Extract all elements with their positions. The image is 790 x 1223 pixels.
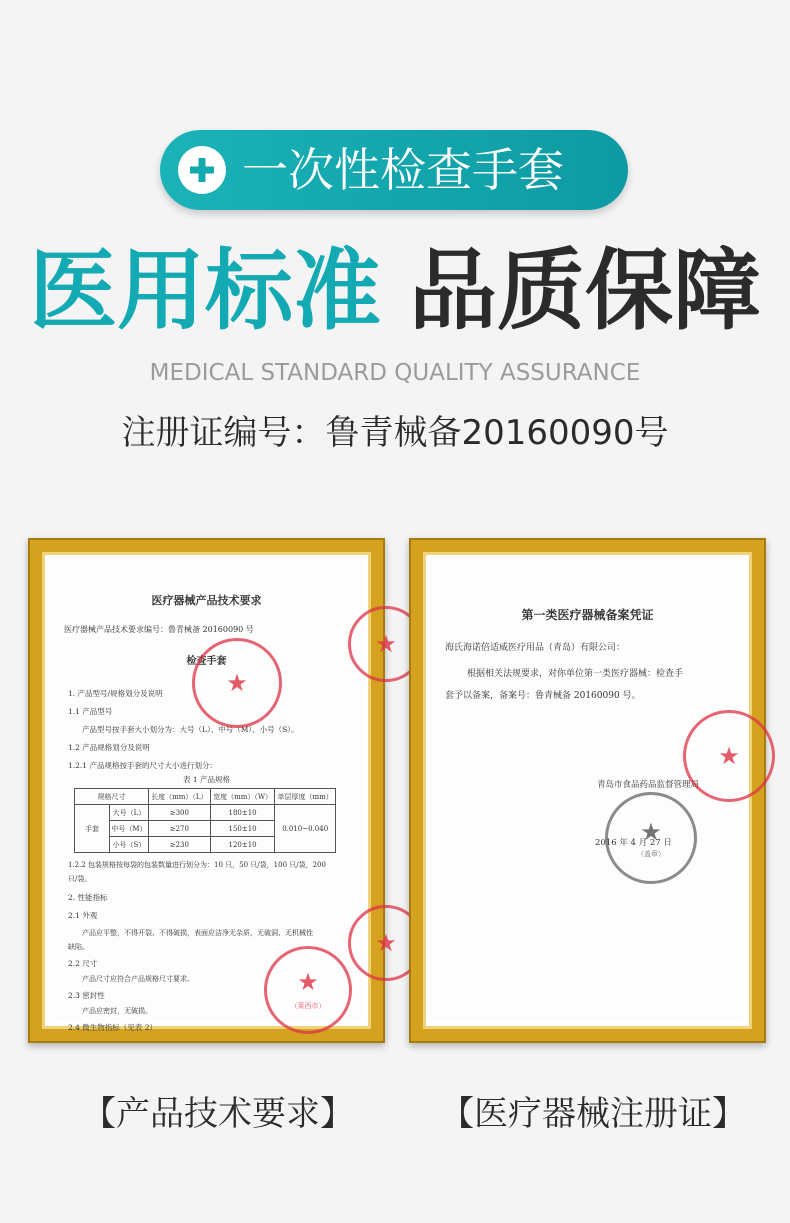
registration-certificate-document — [431, 560, 744, 1021]
table-group-cell: 手套 — [75, 805, 110, 853]
table-cell: 大号（L） — [110, 805, 149, 821]
doc1-line: 只/袋。 — [68, 875, 92, 883]
doc1-line: 产品型号按手套大小划分为：大号（L）、中号（M）、小号（S）。 — [82, 725, 299, 734]
table-thickness-cell: 0.010~0.040 — [275, 805, 336, 853]
table-header: 规格尺寸 — [75, 789, 149, 805]
doc2-issuer: 青岛市食品药品监督管理局 — [597, 780, 700, 790]
doc2-date: 2016 年 4 月 27 日 — [595, 838, 672, 848]
seal-text: （盖章） — [637, 850, 665, 858]
doc2-body-line: 根据相关法规要求，对你单位第一类医疗器械：检查手 — [467, 669, 684, 679]
doc1-line: 产品应密封，无破损。 — [82, 1007, 152, 1015]
doc1-line: 1.2 产品规格划分及说明 — [68, 743, 150, 752]
doc1-line: 2.1 外观 — [68, 911, 98, 920]
product-name: 一次性检查手套 — [242, 143, 564, 197]
table-header: 单层厚度（mm） — [275, 789, 336, 805]
headline-quality-assurance: 品质保障 — [409, 239, 762, 342]
star-icon: ★ — [375, 929, 397, 957]
table-cell: 小号（S） — [110, 837, 149, 853]
doc1-number-line: 医疗器械产品技术要求编号：鲁青械备 20160090 号 — [64, 625, 254, 634]
english-subtitle: MEDICAL STANDARD QUALITY ASSURANCE — [149, 360, 641, 386]
seal-text: （莱西市） — [290, 1002, 326, 1010]
caption-technical-requirements: 【产品技术要求】 — [82, 1094, 354, 1134]
registration-certificate-frame — [409, 538, 766, 1043]
headline — [0, 236, 790, 346]
star-icon: ★ — [375, 630, 397, 658]
doc1-product: 检查手套 — [186, 656, 227, 667]
star-icon: ★ — [226, 669, 248, 697]
star-icon: ★ — [640, 818, 662, 846]
table-row — [75, 805, 336, 821]
doc1-line: 产品尺寸应符合产品规格尺寸要求。 — [82, 975, 194, 983]
table-header-row — [75, 789, 336, 805]
official-seal — [683, 710, 775, 802]
doc1-line: 1.2.1 产品规格按手套的尺寸大小进行划分： — [68, 761, 217, 770]
doc1-line: 1. 产品型号/规格划分及说明 — [68, 689, 163, 698]
doc2-title: 第一类医疗器械备案凭证 — [521, 608, 654, 622]
table-cell: ≥230 — [148, 837, 210, 853]
doc2-addressee: 海氏海诺倍适威医疗用品（青岛）有限公司： — [445, 643, 626, 653]
doc1-line: 1.1 产品型号 — [68, 707, 113, 716]
product-spec-table — [74, 788, 336, 853]
table-cell: 120±10 — [210, 837, 275, 853]
table-cell: 180±10 — [210, 805, 275, 821]
doc2-body-line: 套予以备案，备案号：鲁青械备 20160090 号。 — [445, 691, 641, 701]
doc1-title: 医疗器械产品技术要求 — [151, 594, 262, 607]
caption-registration-certificate: 【医疗器械注册证】 — [440, 1094, 746, 1134]
doc1-table-caption: 表 1 产品规格 — [182, 775, 231, 784]
registration-number: 注册证编号：鲁青械备20160090号 — [121, 413, 669, 453]
technical-requirements-document — [50, 560, 397, 1032]
doc1-line: 2. 性能指标 — [68, 893, 108, 902]
headline-medical-standard: 医用标准 — [28, 239, 381, 342]
doc1-line: 2.3 密封性 — [68, 991, 105, 1000]
product-name-banner — [160, 130, 628, 210]
official-seal — [605, 792, 697, 884]
doc1-line: 1.2.2 包装规格按每袋的包装数量进行划分为：10 只，50 只/袋，100 只/袋，200 — [68, 861, 326, 869]
plus-circle-icon — [178, 146, 226, 194]
table-cell: 中号（M） — [110, 821, 149, 837]
table-cell: ≥300 — [148, 805, 210, 821]
doc1-line: 2.4 微生物指标（见表 2） — [68, 1023, 157, 1032]
table-cell: ≥270 — [148, 821, 210, 837]
table-header: 宽度（mm）（W） — [210, 789, 275, 805]
table-header: 长度（mm）（L） — [148, 789, 210, 805]
doc1-line: 缺陷。 — [68, 943, 89, 951]
doc1-line: 2.2 尺寸 — [68, 959, 98, 968]
official-seal — [264, 946, 352, 1034]
official-seal — [192, 638, 282, 728]
technical-requirements-frame — [28, 538, 397, 1043]
star-icon: ★ — [718, 742, 740, 770]
table-cell: 150±10 — [210, 821, 275, 837]
star-icon: ★ — [297, 968, 319, 996]
doc1-line: 产品应平整，不得开裂、不得破损，表面应洁净无杂质，无破洞、无机械性 — [82, 929, 313, 937]
